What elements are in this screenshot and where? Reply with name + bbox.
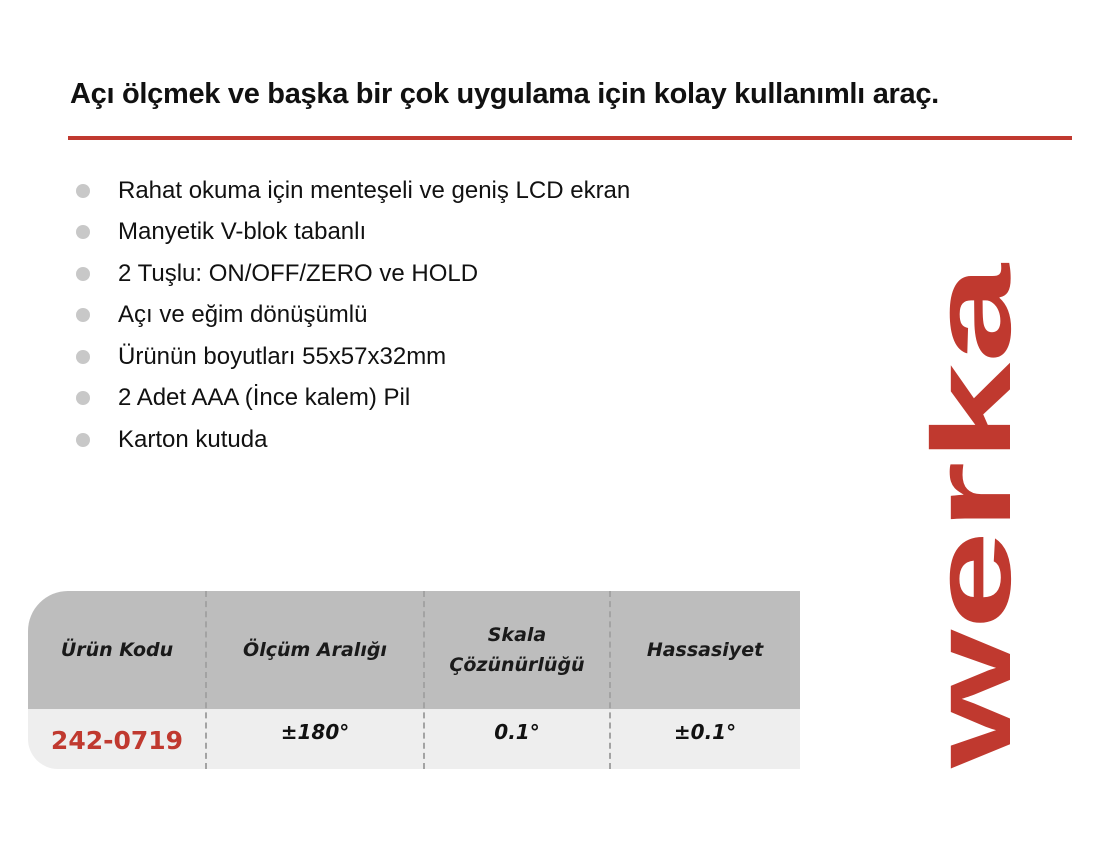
feature-item	[76, 336, 630, 378]
cell-range	[206, 709, 424, 769]
column-divider	[205, 591, 207, 769]
header-range	[206, 591, 424, 709]
column-divider	[423, 591, 425, 769]
header-code-label: Ürün Kodu	[60, 639, 174, 661]
header-resolution	[424, 591, 610, 709]
bullet-icon	[76, 391, 90, 405]
feature-list	[76, 170, 630, 461]
header-code	[28, 591, 206, 709]
feature-text: 2 Adet AAA (İnce kalem) Pil	[118, 384, 411, 412]
brand-logo-text: werka	[909, 450, 1034, 768]
feature-item	[76, 419, 630, 461]
header-resolution-line2: Çözünürlüğü	[449, 654, 585, 676]
feature-item	[76, 295, 630, 337]
feature-text: Ürünün boyutları 55x57x32mm	[118, 342, 447, 370]
feature-item	[76, 170, 630, 212]
feature-text: Karton kutuda	[118, 425, 268, 453]
feature-text: Manyetik V-blok tabanlı	[118, 218, 367, 246]
feature-text: 2 Tuşlu: ON/OFF/ZERO ve HOLD	[118, 259, 479, 287]
feature-text: Rahat okuma için menteşeli ve geniş LCD ekran	[118, 176, 631, 204]
feature-item	[76, 378, 630, 420]
bullet-icon	[76, 225, 90, 239]
bullet-icon	[76, 184, 90, 198]
brand-logo-svg	[909, 262, 1034, 768]
feature-item	[76, 212, 630, 254]
resolution-value: 0.1°	[494, 720, 540, 744]
table-row	[28, 709, 800, 769]
bullet-icon	[76, 267, 90, 281]
feature-item	[76, 253, 630, 295]
cell-accuracy	[610, 709, 800, 769]
feature-text: Açı ve eğim dönüşümlü	[118, 301, 368, 329]
spec-table	[28, 591, 800, 769]
cell-code	[28, 709, 206, 769]
table-header-row	[28, 591, 800, 709]
cell-resolution	[424, 709, 610, 769]
bullet-icon	[76, 308, 90, 322]
header-resolution-line1: Skala	[487, 624, 547, 646]
accuracy-value: ±0.1°	[673, 720, 737, 744]
range-value: ±180°	[280, 720, 350, 744]
bullet-icon	[76, 350, 90, 364]
product-code: 242-0719	[50, 725, 184, 755]
brand-logo	[909, 262, 1034, 768]
header-range-label: Ölçüm Aralığı	[243, 639, 387, 661]
header-accuracy	[610, 591, 800, 709]
page-headline: Açı ölçmek ve başka bir çok uygulama için kolay kullanımlı araç.	[70, 78, 939, 110]
header-accuracy-label: Hassasiyet	[646, 639, 764, 661]
headline-divider	[68, 136, 1072, 140]
bullet-icon	[76, 433, 90, 447]
column-divider	[609, 591, 611, 769]
